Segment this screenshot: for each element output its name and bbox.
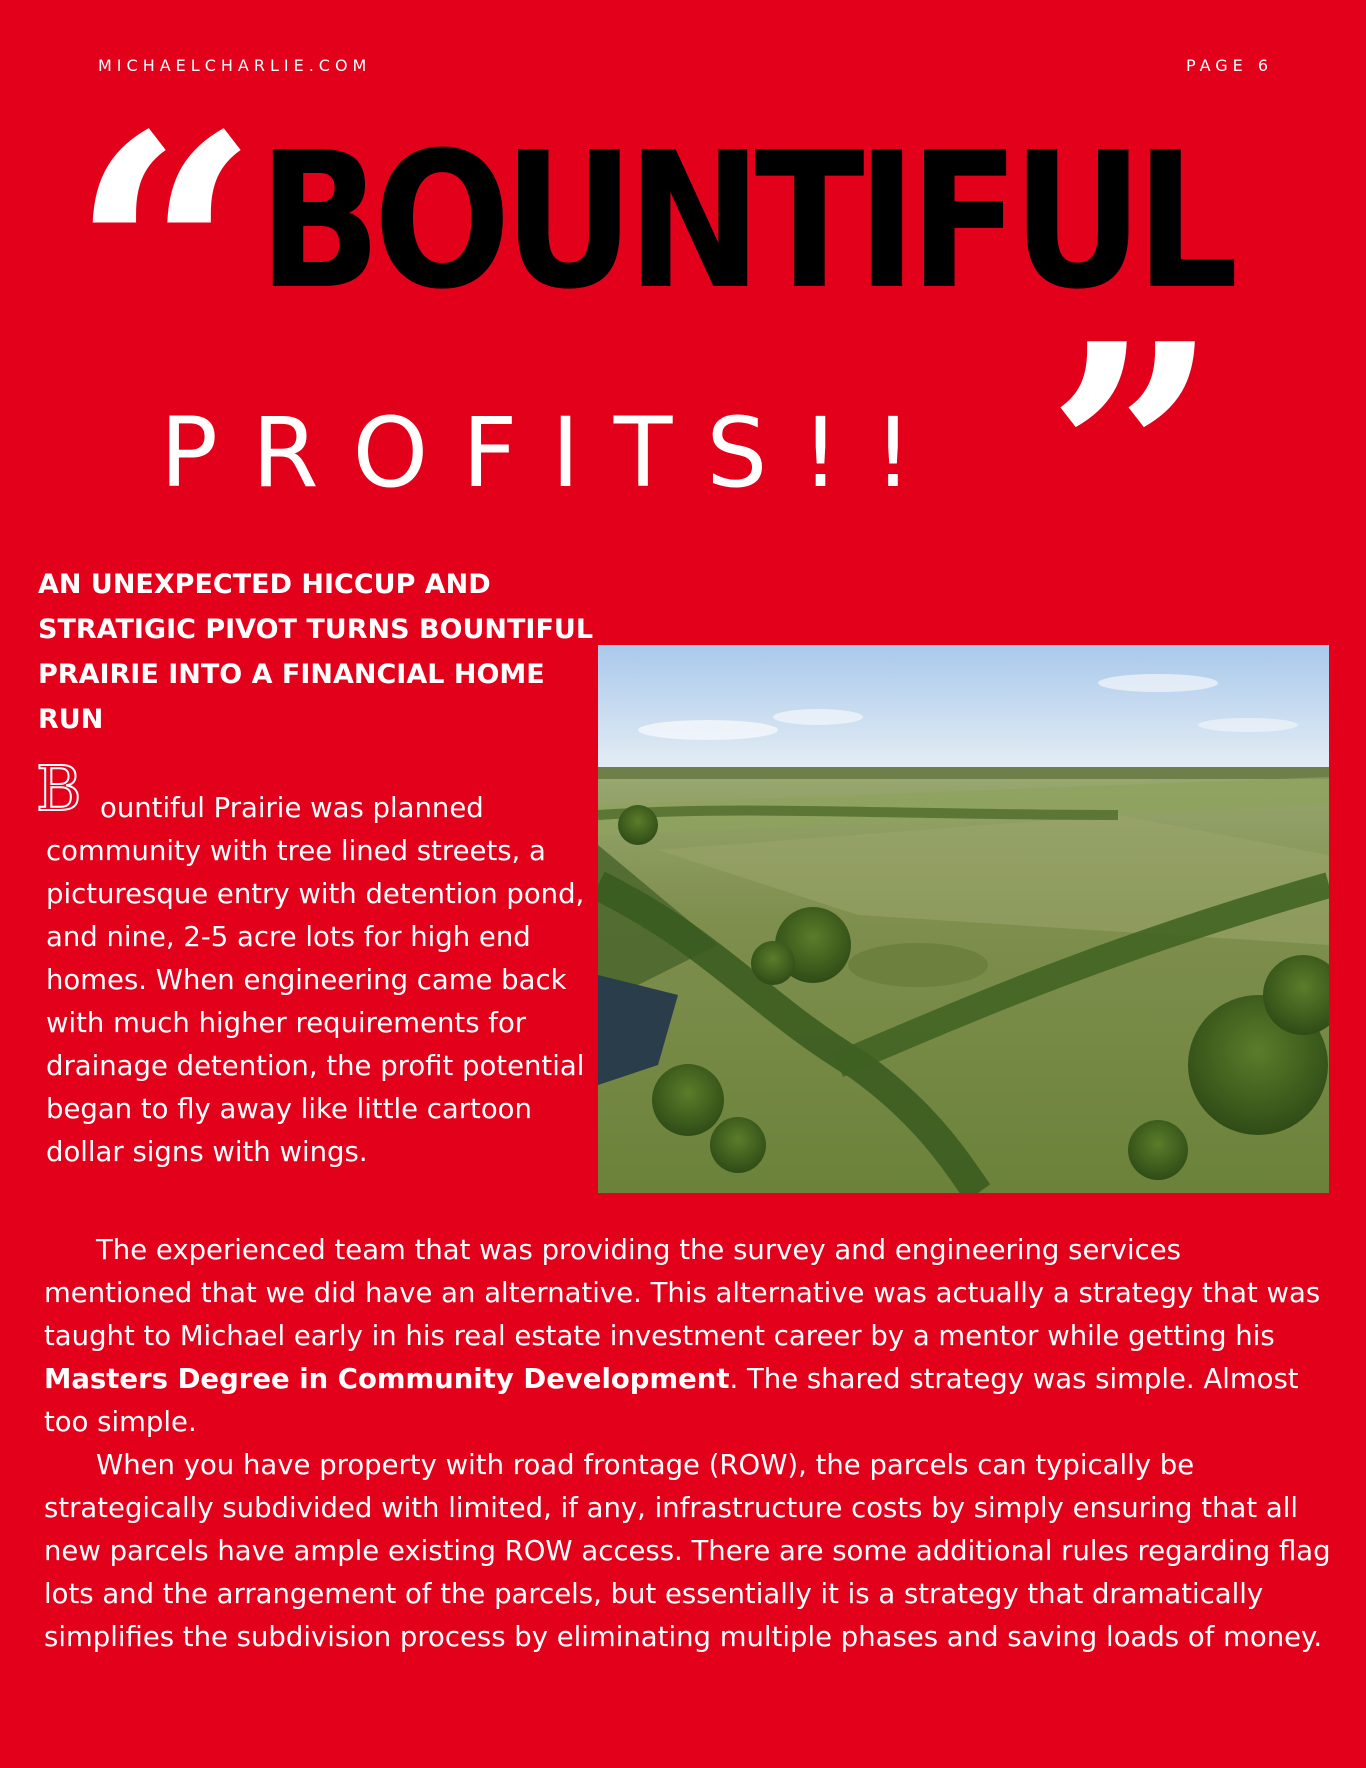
paragraph-1 — [46, 787, 591, 1174]
aerial-prairie-photo — [598, 645, 1329, 1193]
paragraph-2 — [44, 1229, 1334, 1444]
open-quote-mark: “ — [70, 63, 220, 451]
paragraph-3 — [44, 1444, 1334, 1659]
paragraph-2-text-a: The experienced team that was providing the survey and engineering services mentioned that we did have an alternative. This alternative was actually a strategy that was taught to Michael early in his real estate investment career by a mentor while getting his — [44, 1234, 1321, 1352]
headline-sub: PROFITS!! — [160, 397, 947, 509]
paragraph-3-text: When you have property with road frontage (ROW), the parcels can typically be strategically subdivided with limited, if any, infrastructure costs by simply ensuring that all new parcels have ample existing ROW access. There are some additional rules regarding flag lots and the arrangement of the parcels, but essentially it is a strategy that dramatically simplifies the subdivision process by eliminating multiple phases and saving loads of money. — [44, 1449, 1331, 1653]
page-number: PAGE 6 — [1185, 56, 1273, 75]
paragraph-2-text-b: . The shared strategy was simple. Almost too simple. — [44, 1363, 1299, 1438]
paragraph-1-text: ountiful Prairie was planned community with tree lined streets, a picturesque entry with detention pond, and nine, 2-5 acre lots for high end homes. When engineering came back with much higher requirements for drainage detention, the profit potential began to fly away like little cartoon dollar signs with wings. — [46, 792, 585, 1168]
headline-main: BOUNTIFUL — [258, 112, 1231, 331]
close-quote-mark: ” — [1046, 278, 1183, 631]
drop-cap: B — [36, 752, 82, 825]
subheadline: AN UNEXPECTED HICCUP AND STRATIGIC PIVOT TURNS BOUNTIFUL PRAIRIE INTO A FINANCIAL HOME RUN — [38, 569, 594, 735]
site-url: MICHAELCHARLIE.COM — [98, 56, 372, 75]
paragraph-2-emphasis: Masters Degree in Community Development — [44, 1363, 730, 1395]
